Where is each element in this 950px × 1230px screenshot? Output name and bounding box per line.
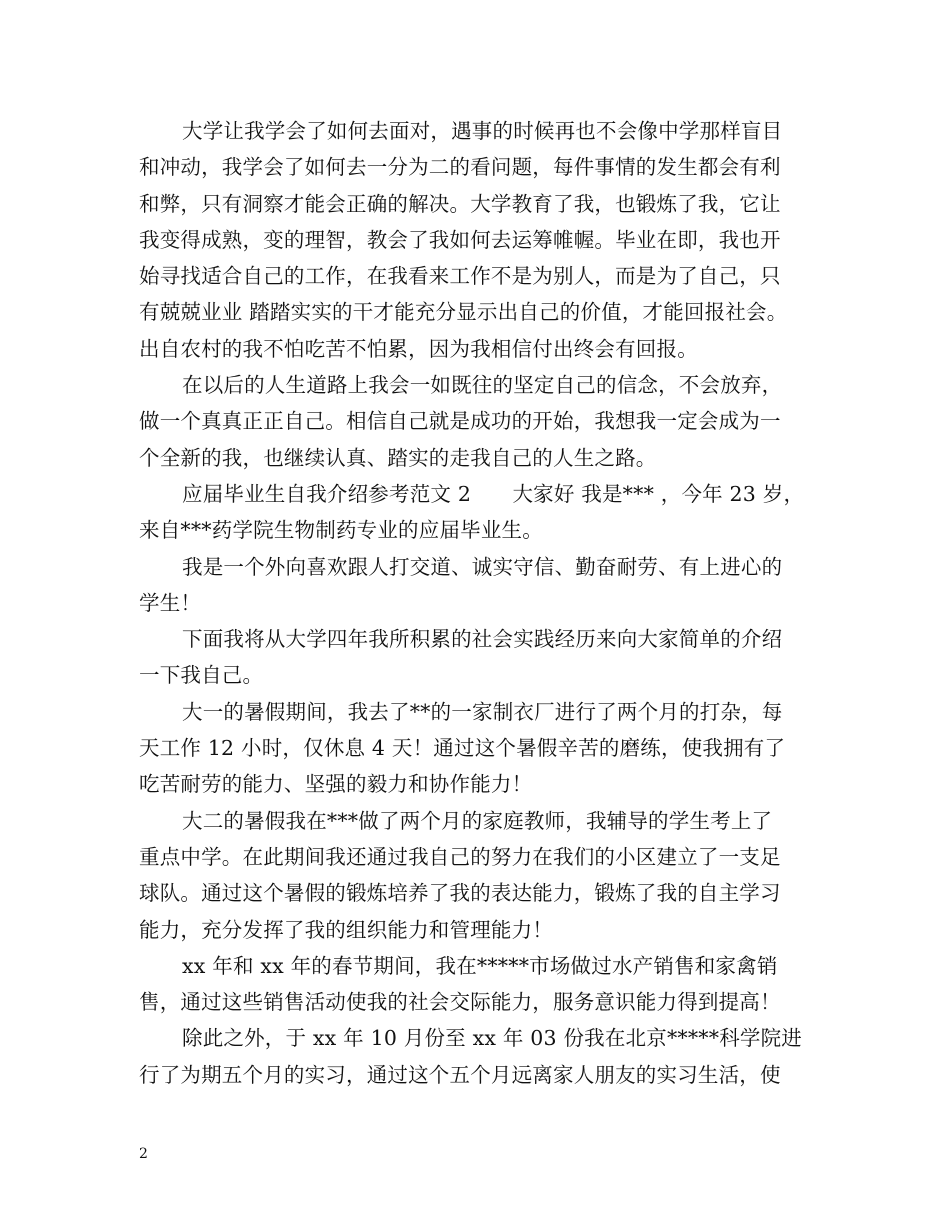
text-line: 来自***药学院生物制药专业的应届毕业生。 [139, 518, 543, 543]
text-line: 大一的暑假期间，我去了**的一家制衣厂进行了两个月的打杂，每 [182, 699, 783, 724]
text-line: 学生！ [139, 590, 202, 615]
text-line: 在以后的人生道路上我会一如既往的坚定自己的信念，不会放弃， [182, 373, 783, 398]
text-line: 吃苦耐劳的能力、坚强的毅力和协作能力！ [139, 772, 533, 797]
text-line: 我是一个外向喜欢跟人打交道、诚实守信、勤奋耐劳、有上进心的 [182, 554, 783, 579]
text-line: 售，通过这些销售活动使我的社会交际能力，服务意识能力得到提高！ [139, 990, 781, 1015]
text-line: 大学让我学会了如何去面对，遇事的时候再也不会像中学那样盲目 [182, 119, 783, 143]
text-line: 应届毕业生自我介绍参考范文 2 大家好 我是*** ，今年 23 岁， [182, 481, 805, 506]
text-line: 有兢兢业业 踏踏实实的干才能充分显示出自己的价值，才能回报社会。 [139, 300, 788, 325]
body-text [139, 113, 829, 1093]
text-line: 始寻找适合自己的工作，在我看来工作不是为别人，而是为了自己，只 [139, 264, 781, 289]
text-line: 除此之外，于 xx 年 10 月份至 xx 年 03 份我在北京*****科学院进 [182, 1026, 802, 1051]
text-line: 做一个真真正正自己。相信自己就是成功的开始，我想我一定会成为一 [139, 409, 781, 434]
page-number: 2 [139, 1146, 148, 1162]
text-line: 能力，充分发挥了我的组织能力和管理能力！ [139, 917, 553, 942]
text-line: 球队。通过这个暑假的锻炼培养了我的表达能力，锻炼了我的自主学习 [139, 881, 781, 906]
text-line: 出自农村的我不怕吃苦不怕累，因为我相信付出终会有回报。 [139, 336, 698, 361]
text-line: 和弊，只有洞察才能会正确的解决。大学教育了我，也锻炼了我，它让 [139, 191, 781, 216]
text-line: 天工作 12 小时，仅休息 4 天！通过这个暑假辛苦的磨练，使我拥有了 [139, 736, 786, 761]
text-line: 大二的暑假我在***做了两个月的家庭教师，我辅导的学生考上了 [182, 808, 773, 833]
text-line: 我变得成熟，变的理智，教会了我如何去运筹帷幄。毕业在即，我也开 [139, 227, 781, 252]
text-line: 一下我自己。 [139, 663, 264, 688]
text-line: 个全新的我，也继续认真、踏实的走我自己的人生之路。 [139, 445, 657, 470]
text-line: 重点中学。在此期间我还通过我自己的努力在我们的小区建立了一支足 [139, 844, 781, 869]
text-line: 和冲动，我学会了如何去一分为二的看问题，每件事情的发生都会有利 [139, 155, 781, 180]
text-line: 行了为期五个月的实习，通过这个五个月远离家人朋友的实习生活，使 [139, 1062, 781, 1087]
text-line: xx 年和 xx 年的春节期间，我在*****市场做过水产销售和家禽销 [182, 953, 778, 978]
text-line: 下面我将从大学四年我所积累的社会实践经历来向大家简单的介绍 [182, 627, 783, 652]
